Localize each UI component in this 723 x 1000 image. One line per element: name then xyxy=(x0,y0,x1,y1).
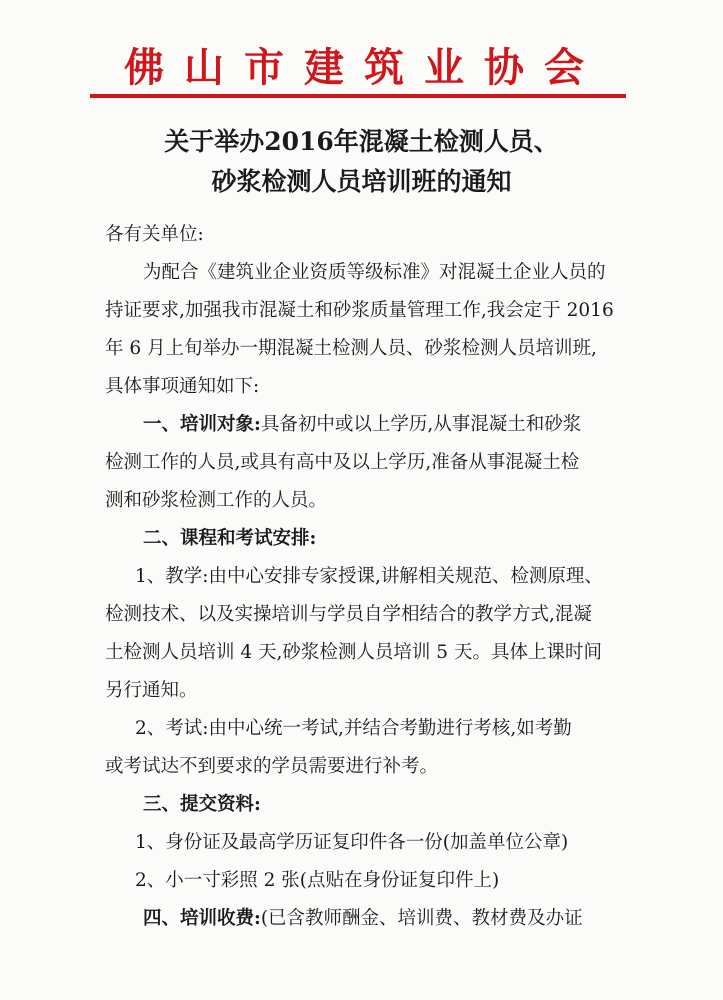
notice-title-line-1: 关于举办2016年混凝土检测人员、 xyxy=(164,127,559,156)
section-4-heading: 四、培训收费: xyxy=(143,908,261,929)
intro-line-3: 年 6 月上旬举办一期混凝土检测人员、砂浆检测人员培训班, xyxy=(105,338,597,359)
intro-line-1: 为配合《建筑业企业资质等级标准》对混凝土企业人员的 xyxy=(143,262,606,283)
letterhead-red-rule xyxy=(90,94,626,98)
intro-line-2: 持证要求,加强我市混凝土和砂浆质量管理工作,我会定于 2016 xyxy=(105,300,614,321)
section-4-text: (已含教师酬金、培训费、教材费及办证 xyxy=(260,908,583,929)
section-3-item-2: 2、小一寸彩照 2 张(点贴在身份证复印件上) xyxy=(135,870,500,891)
section-2-item-1-line-4: 另行通知。 xyxy=(105,680,198,701)
intro-line-4: 具体事项通知如下: xyxy=(105,376,260,397)
section-2-item-1-line-2: 检测技术、以及实操培训与学员自学相结合的教学方式,混凝 xyxy=(105,604,592,625)
section-3-heading: 三、提交资料: xyxy=(143,794,261,815)
salutation: 各有关单位: xyxy=(105,224,204,245)
section-1-line-2: 检测工作的人员,或具有高中及以上学历,准备从事混凝土检 xyxy=(105,452,580,473)
section-1-line-1 xyxy=(143,412,673,438)
section-1-line-3: 测和砂浆检测工作的人员。 xyxy=(105,490,328,511)
section-2-item-2-line-1: 2、考试:由中心统一考试,并结合考勤进行考核,如考勤 xyxy=(135,718,572,739)
section-3-item-1: 1、身份证及最高学历证复印件各一份(加盖单位公章) xyxy=(135,832,569,853)
section-2-item-1-line-3: 土检测人员培训 4 天,砂浆检测人员培训 5 天。具体上课时间 xyxy=(105,642,602,663)
letterhead xyxy=(90,38,638,102)
section-2-item-2-line-2: 或考试达不到要求的学员需要进行补考。 xyxy=(105,756,439,777)
section-1-text: 具备初中或以上学历,从事混凝土和砂浆 xyxy=(260,414,582,435)
notice-title-line-2: 砂浆检测人员培训班的通知 xyxy=(211,167,512,196)
section-4-line-1 xyxy=(143,906,673,932)
section-1-heading: 一、培训对象: xyxy=(143,414,261,435)
organization-name: 佛山市建筑业协会 xyxy=(124,45,604,91)
section-2-heading: 二、课程和考试安排: xyxy=(143,528,317,549)
section-2-item-1-line-1: 1、教学:由中心安排专家授课,讲解相关规范、检测原理、 xyxy=(135,566,603,587)
